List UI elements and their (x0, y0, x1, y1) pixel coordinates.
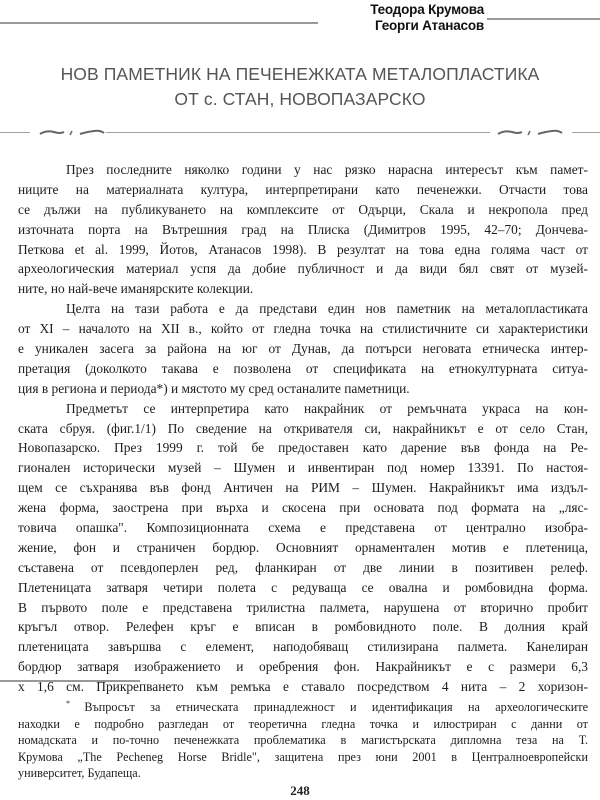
text-line: жена форма, заострена при върха и скосена при основата под формата на „ляс- (18, 500, 588, 516)
text-line: През последните няколко години у нас рязко нарасна интересът към памет- (66, 162, 588, 177)
text-line: ция в региона и периода*) и мястото му сред останалите паметници. (18, 380, 410, 396)
text-line: се дължи на публикуването на комплексите от Одърци, Скала и некропола пред (18, 201, 588, 217)
body-text (18, 160, 588, 697)
page-number: 248 (290, 783, 310, 798)
text-line: кръгъл отвор. Релефен кръг е вписан в ромбовидното поле. В долния край (18, 619, 588, 635)
title-line-1: НОВ ПАМЕТНИК НА ПЕЧЕНЕЖКАТА МЕТАЛОПЛАСТИКА (60, 64, 540, 84)
text-line: Плетеницата затваря четири полета с редуваща се овална и ромбовидна форма. (18, 579, 588, 595)
divider-line (106, 132, 490, 133)
text-line: археологическия материал успя да добие публичност и да види бял свят от музей- (18, 261, 588, 277)
footnote-separator (0, 680, 140, 682)
divider-line (572, 132, 600, 133)
text-line: товича опашка". Композиционната схема е представена от централно изобра- (18, 520, 588, 536)
text-line: Петкова et al. 1999, Йотов, Атанасов 1998). В резултат на това една голяма част от (18, 241, 588, 257)
paragraph-3 (18, 399, 588, 697)
ornament-divider (0, 128, 600, 138)
title-line-2: ОТ с. СТАН, НОВОПАЗАРСКО (174, 89, 426, 109)
footnote-line: * Въпросът за етническата принадлежност и идентификация на археологическите (66, 699, 588, 714)
text-line: ската сбруя. (фиг.1/1) По сведение на откривателя си, накрайникът е от село Стан, (18, 420, 588, 436)
text-line: плетеницата завършва с елемент, наподобяващ стилизирана палмета. Канелиран (18, 639, 588, 655)
text-line: ните, но най-вече иманярските колекции. (18, 281, 254, 297)
footnote-line: университет, Будапеща. (18, 766, 141, 781)
text-line: бордюр затваря изображението и оребрения фон. Накрайникът е с размери 6,3 (18, 659, 588, 675)
footnote (18, 699, 588, 782)
authors (334, 2, 484, 34)
header-rule-right (487, 18, 600, 20)
text-line: Целта на тази работа е да представи един нов паметник на металопластиката (66, 301, 588, 317)
footnote-line: Крумова „The Pecheneg Horse Bridle", защитена през юни 2001 в Централноевропейски (18, 749, 588, 764)
author-1: Теодора Крумова (370, 2, 484, 17)
text-line: ниците на материалната култура, интерпретирани като печенежки. Отчасти това (18, 181, 588, 197)
header-rule-left (0, 22, 318, 24)
text-line: претация (доколкото такава е позволена от спецификата на етнокултурната ситуа- (18, 360, 588, 376)
text-line: е уникален засега за района на юг от Дунав, да потърси неговата етническа интер- (18, 341, 588, 357)
text-line: източната порта на Вътрешния град на Плиска (Димитров 1995, 42–70; Дончева- (18, 221, 588, 237)
text-line: Новопазарско. През 1999 г. той бе предоставен като дарение във фонда на Ре- (18, 440, 588, 456)
article-title (0, 62, 600, 112)
footnote-marker: * (66, 699, 85, 708)
text-line: жение, фон и страничен бордюр. Основният орнаментален мотив е плетеница, (18, 539, 588, 555)
text-line: от XI – началото на XII в., който от гледна точка на стилистичните си характеристики (18, 321, 588, 337)
text-line: гионален исторически музей – Шумен и инвентиран под номер 13391. По настоя- (18, 460, 588, 476)
author-2: Георги Атанасов (374, 18, 484, 33)
decorative-flourish-icon (36, 128, 110, 138)
paragraph-2 (18, 299, 588, 398)
footnote-line: находки е подробно разгледан от теоретична гледна точка и илюстриран с данни от (18, 716, 588, 731)
divider-line (0, 132, 30, 133)
decorative-flourish-icon (494, 128, 568, 138)
text-line: състaвена от псевдоперлен ред, фланкиран от две линии в позитивен релеф. (18, 559, 588, 575)
text-line: В първото поле е представена трилистна палмета, нарушена от вторично пробит (18, 599, 588, 615)
footnote-line: номадската и по-точно печенежката проблематика в магистърската дипломна теза на Т. (18, 733, 588, 748)
text-line: х 1,6 см. Прикрепването към ремъка е ставало посредством 4 нита – 2 хоризон- (18, 679, 588, 695)
text-line: Предметът се интерпретира като накрайник от ремъчната украса на кон- (66, 400, 588, 416)
paragraph-1 (18, 160, 588, 299)
text-line: щем се съхранява във фонд Античен на РИМ – Шумен. Накрайникът има издъл- (18, 480, 588, 496)
